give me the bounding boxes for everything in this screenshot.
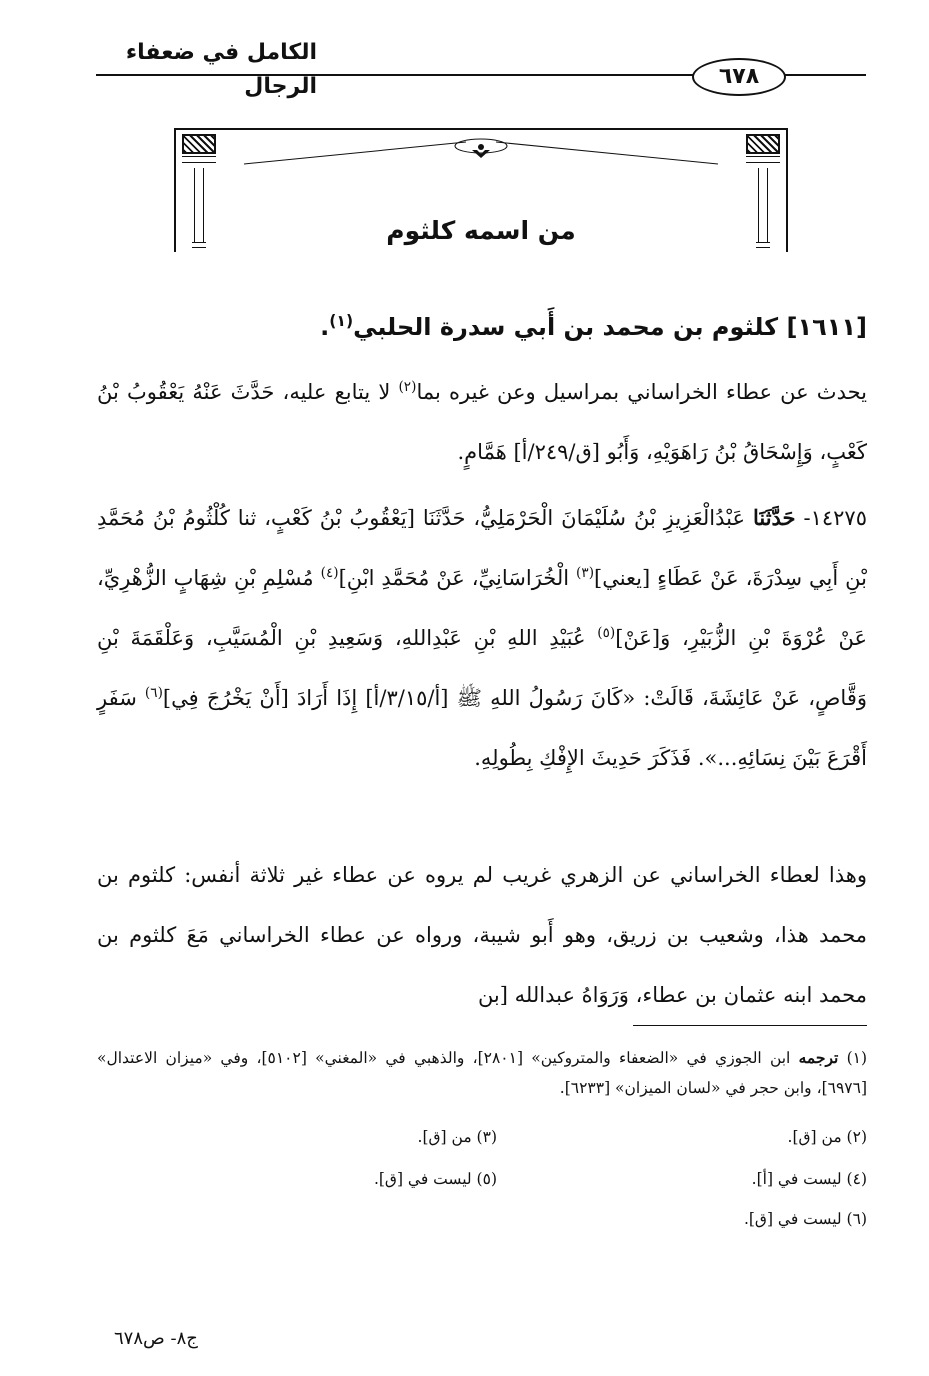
page-code: ج٨- ص٦٧٨ [114, 1328, 198, 1349]
entry-heading [87, 306, 867, 348]
footnote-6: (٦) ليست في [ق]. [743, 1210, 867, 1228]
footnote-5: (٥) ليست في [ق]. [373, 1170, 497, 1188]
footnote-3: (٣) من [ق]. [417, 1128, 497, 1146]
chapter-frame [174, 128, 788, 252]
footnote-1: (١) ترجمه ابن الجوزي في «الضعفاء والمتروكين» [٢٨٠١]، والذهبي في «المغني» [٥١٠٢]، وفي «ميزان الاعتدال» [٦٩٧٦]، وابن حجر في «لسان الميزان» [٦٢٣٣]. [97, 1048, 868, 1097]
footnote-ref: (١) [329, 312, 354, 330]
footnote-4: (٤) ليست في [أ]. [751, 1170, 867, 1188]
footnote-ref: (٣) [576, 565, 595, 581]
hadith-lead: حَدَّثَنَا [752, 505, 796, 530]
page-number: ٦٧٨ [692, 58, 786, 96]
entry-name: كلثوم بن محمد بن أَبي سدرة الحلبي [353, 313, 779, 341]
book-title: الكامل في ضعفاء الرجال [125, 40, 317, 99]
footnote-ref: (٢) [398, 379, 417, 395]
footnote-2: (٢) من [ق]. [787, 1128, 867, 1146]
chapter-title: من اسمه كلثوم [386, 216, 576, 245]
entry-number: [١٦١١] [786, 313, 867, 341]
footnote-rule [633, 1025, 867, 1026]
footnote-ref: (٤) [320, 565, 339, 581]
paragraph-commentary: وهذا لعطاء الخراساني عن الزهري غريب لم يروه عن عطاء غير ثلاثة أنفس: كلثوم بن محمد هذا، وشعيب بن زريق، وهو أَبو شيبة، ورواه عن عطاء الخراساني مَعَ كلثوم بن محمد ابنه عثمان بن عطاء، وَرَوَاهُ عبدالله [بن [97, 863, 867, 1007]
hadith-number: ١٤٢٧٥- [795, 506, 867, 530]
crown-ornament [234, 136, 728, 168]
paragraph-hadith: ١٤٢٧٥- حَدَّثَنَا عَبْدُالْعَزِيزِ بْنُ سُلَيْمَانَ الْحَرْمَلِيُّ، حَدَّثَنَا [يَعْقُوبُ بْنُ كَعْبٍ، ثنا كُلْثُومُ بْنُ مُحَمَّدِ بْنِ أَبِي سِدْرَةَ، عَنْ عَطَاءٍ [يعني]$^{(٣)}$ الْخُرَاسَانِيِّ، عَنْ مُحَمَّدِ ابْنِ]$^{(٤)}$ مُسْلِمِ بْنِ شِهَابٍ الزُّهْرِيِّ، عَنْ عُرْوَةَ بْنِ الزُّبَيْرِ، وَ[عَنْ]$^{(٥)}$ عُبَيْدِ اللهِ بْنِ عَبْدِاللهِ، وَسَعِيدِ بْنِ الْمُسَيَّبِ، وَعَلْقَمَةَ بْنِ وَقَّاصٍ، عَنْ عَائِشَةَ، قَالَتْ: «كَانَ رَسُولُ اللهِ ﷺ [أ/٣/١٥/أ] إِذَا أَرَادَ [أَنْ يَخْرُجَ فِي]$^{(٦)}$ سَفَرٍ أَقْرَعَ بَيْنَ نِسَائِهِ...». فَذَكَرَ حَدِيثَ الإِفْكِ بِطُولِهِ. [97, 505, 868, 770]
footnote-ref: (٥) [597, 625, 616, 641]
paragraph-biography: يحدث عن عطاء الخراساني بمراسيل وعن غيره بما$^{(٢)}$ لا يتابع عليه، حَدَّثَ عَنْهُ يَعْقُوبُ بْنُ كَعْبٍ، وَإِسْحَاقُ بْنُ رَاهَوَيْهِ، وَأَبُو [ق/٢٤٩/أ] هَمَّامٍ. [97, 379, 867, 464]
entry-end: . [320, 313, 330, 341]
footnote-ref: (٦) [144, 685, 163, 701]
